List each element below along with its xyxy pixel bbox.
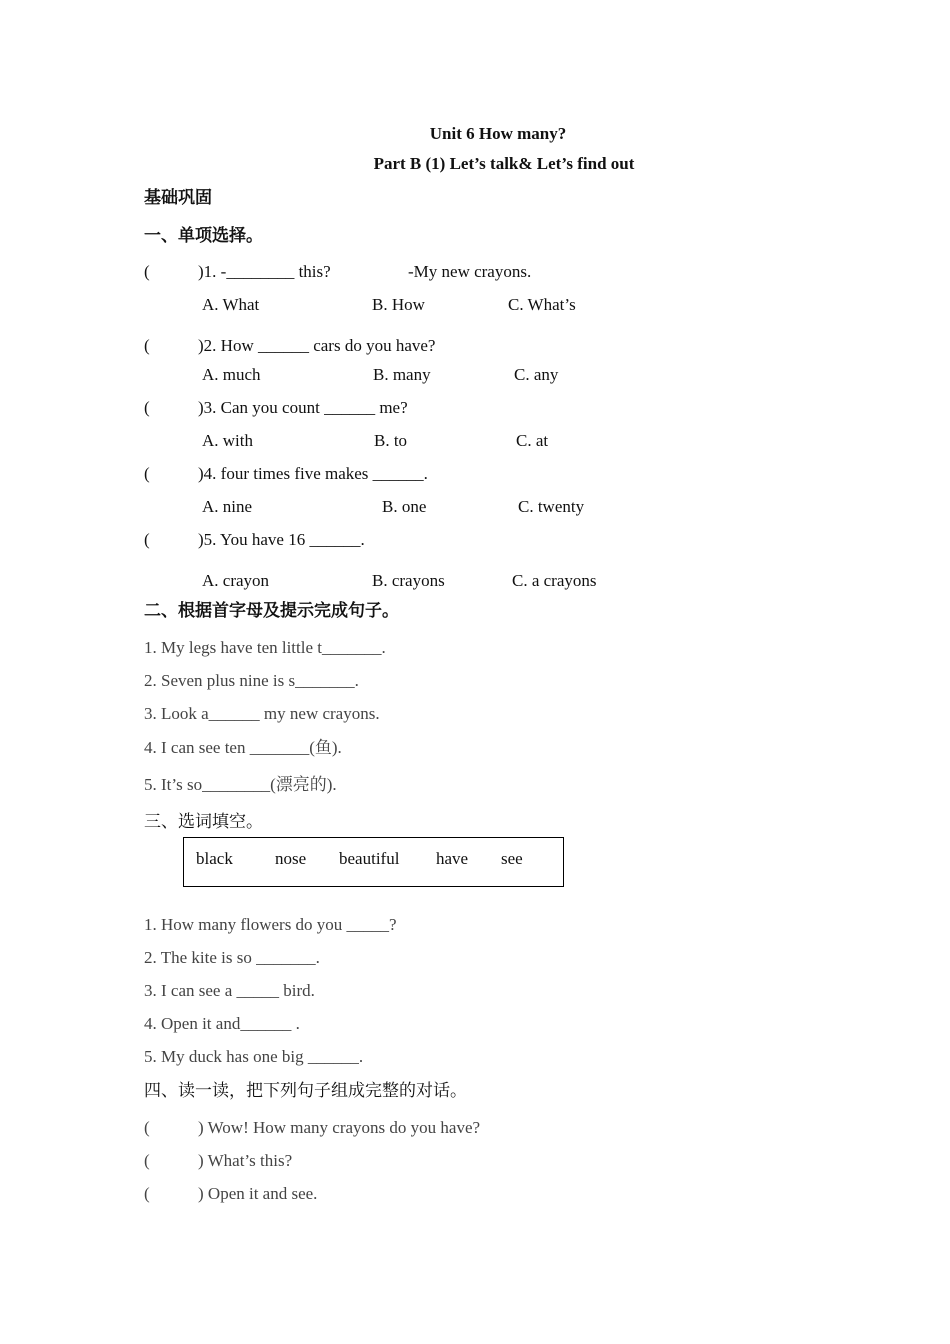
answer-paren: ( bbox=[144, 530, 150, 549]
option-a: A. with bbox=[202, 431, 253, 450]
part2-heading: 二、根据首字母及提示完成句子。 bbox=[144, 601, 399, 621]
answer-paren: ( bbox=[144, 464, 150, 483]
option-c: C. What’s bbox=[508, 295, 576, 314]
question-reply: -My new crayons. bbox=[408, 262, 532, 281]
option-a: A. What bbox=[202, 295, 260, 314]
option-b: B. many bbox=[373, 365, 431, 384]
word-bank-word: nose bbox=[275, 849, 307, 868]
fill-item-3: 3. Look a______ my new crayons. bbox=[144, 704, 380, 723]
option-c: C. at bbox=[516, 431, 549, 450]
cloze-item-3: 3. I can see a _____ bird. bbox=[144, 981, 315, 1000]
option-b: B. How bbox=[372, 295, 425, 314]
option-a: A. much bbox=[202, 365, 261, 384]
word-bank-word: beautiful bbox=[339, 849, 400, 868]
cloze-item-5: 5. My duck has one big ______. bbox=[144, 1047, 364, 1066]
option-c: C. a crayons bbox=[512, 571, 597, 590]
part4-heading: 四、读一读，把下列句子组成完整的对话。 bbox=[144, 1081, 467, 1101]
dialogue-line-1: ) Wow! How many crayons do you have? bbox=[198, 1118, 481, 1137]
fill-item-2: 2. Seven plus nine is s_______. bbox=[144, 671, 359, 690]
answer-paren: ( bbox=[144, 398, 150, 417]
answer-paren: ( bbox=[144, 1151, 150, 1170]
answer-paren: ( bbox=[144, 1118, 150, 1137]
option-c: C. twenty bbox=[518, 497, 585, 516]
option-b: B. one bbox=[382, 497, 427, 516]
dialogue-line-3: ) Open it and see. bbox=[198, 1184, 318, 1203]
word-bank-word: black bbox=[196, 849, 233, 868]
answer-paren: ( bbox=[144, 336, 150, 355]
question-text: )3. Can you count ______ me? bbox=[198, 398, 408, 417]
question-text: )2. How ______ cars do you have? bbox=[198, 336, 436, 355]
answer-paren: ( bbox=[144, 262, 150, 281]
page-subtitle: Part B (1) Let’s talk& Let’s find out bbox=[373, 154, 635, 173]
question-text: )5. You have 16 ______. bbox=[198, 530, 365, 549]
question-text: )4. four times five makes ______. bbox=[198, 464, 428, 483]
dialogue-line-2: ) What’s this? bbox=[198, 1151, 293, 1170]
word-bank-word: have bbox=[436, 849, 469, 868]
option-a: A. crayon bbox=[202, 571, 270, 590]
section-label: 基础巩固 bbox=[144, 188, 212, 208]
answer-paren: ( bbox=[144, 1184, 150, 1203]
cloze-item-4: 4. Open it and______ . bbox=[144, 1014, 300, 1033]
fill-item-1: 1. My legs have ten little t_______. bbox=[144, 638, 386, 657]
page-title: Unit 6 How many? bbox=[429, 124, 567, 143]
cloze-item-2: 2. The kite is so _______. bbox=[144, 948, 320, 967]
option-b: B. crayons bbox=[372, 571, 445, 590]
option-b: B. to bbox=[374, 431, 408, 450]
question-text: )1. -________ this? bbox=[198, 262, 331, 281]
option-a: A. nine bbox=[202, 497, 253, 516]
fill-item-5: 5. It’s so________(漂亮的). bbox=[144, 775, 337, 794]
cloze-item-1: 1. How many flowers do you _____? bbox=[144, 915, 397, 934]
part3-heading: 三、选词填空。 bbox=[144, 812, 263, 832]
part1-heading: 一、单项选择。 bbox=[144, 226, 263, 246]
option-c: C. any bbox=[514, 365, 559, 384]
word-bank-word: see bbox=[501, 849, 523, 868]
fill-item-4: 4. I can see ten _______(鱼). bbox=[144, 738, 342, 757]
